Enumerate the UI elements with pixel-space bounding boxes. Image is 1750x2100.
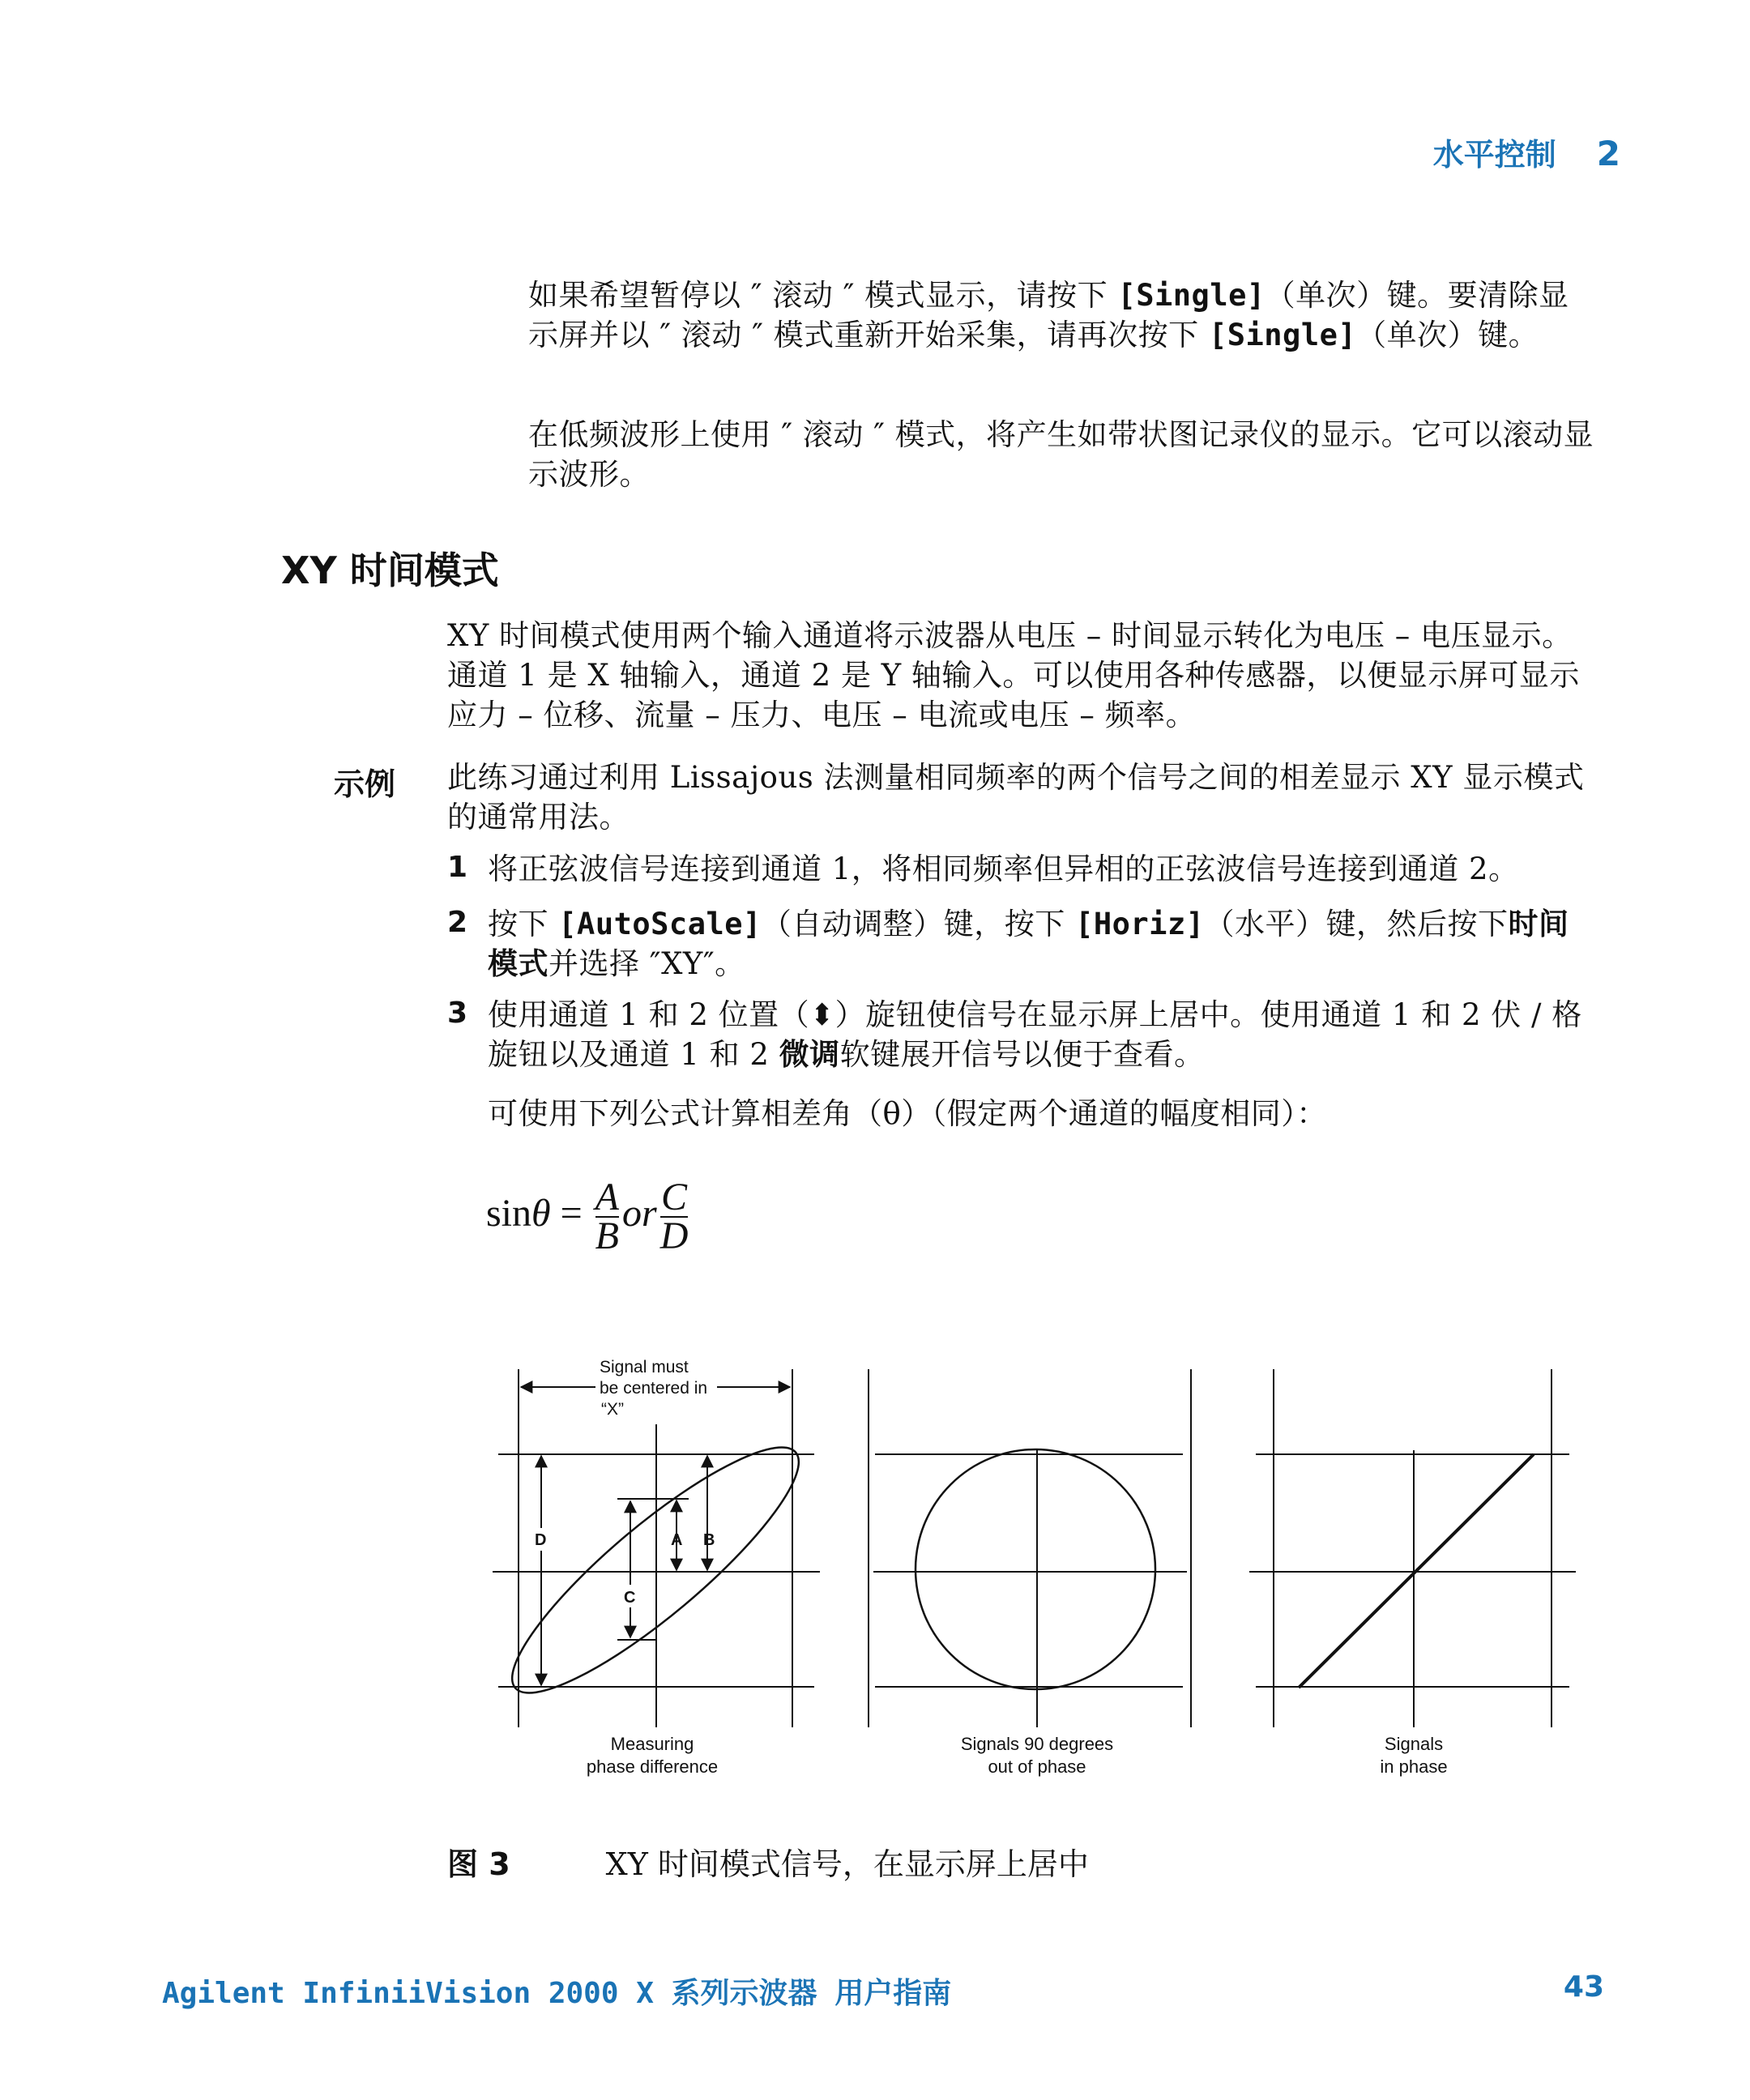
- time-mode-softkey: 时间模式: [488, 907, 1569, 981]
- step-number-2: 2: [447, 906, 468, 939]
- page-number: 43: [1563, 1970, 1604, 2004]
- caption-2-line-2: out of phase: [988, 1756, 1086, 1777]
- label-c: C: [624, 1589, 636, 1607]
- step-1-text: 将正弦波信号连接到通道 1，将相同频率但异相的正弦波信号连接到通道 2。: [488, 852, 1519, 886]
- label-a: A: [671, 1531, 683, 1549]
- chapter-number: 2: [1596, 134, 1620, 173]
- single-key: [Single]: [1117, 278, 1266, 313]
- caption-2-line-1: Signals 90 degrees: [960, 1734, 1114, 1754]
- example-intro: 此练习通过利用 Lissajous 法测量相同频率的两个信号之间的相差显示 XY 显示模式的通常用法。: [447, 760, 1585, 834]
- intro-paragraph-1: 如果希望暂停以 ″ 滚动 ″ 模式显示，请按下 [Single]（单次）键。要清除显示屏并以 ″ 滚动 ″ 模式重新开始采集，请再次按下 [Single]（单次）键。: [528, 278, 1569, 352]
- panel-in-phase: [1249, 1369, 1576, 1727]
- figure-caption: [447, 1839, 1089, 1884]
- step-2-text: 按下 [AutoScale]（自动调整）键，按下 [Horiz]（水平）键，然后按下时间模式并选择 ″XY″。: [488, 907, 1569, 981]
- caption-3-line-1: Signals: [1384, 1734, 1444, 1754]
- chapter-header: [1296, 130, 1620, 174]
- step-3-text: 使用通道 1 和 2 位置（⬍）旋钮使信号在显示屏上居中。使用通道 1 和 2 伏 / 格旋钮以及通道 1 和 2 微调软键展开信号以便于查看。: [488, 997, 1582, 1072]
- caption-1-line-2: phase difference: [586, 1756, 719, 1777]
- label-d: D: [535, 1531, 547, 1549]
- intro-paragraph-2: 在低频波形上使用 ″ 滚动 ″ 模式，将产生如带状图记录仪的显示。它可以滚动显示波形。: [528, 417, 1594, 492]
- single-key-2: [Single]: [1208, 318, 1357, 352]
- lissajous-circle: [916, 1449, 1155, 1689]
- figure-caption-text: XY 时间模式信号，在显示屏上居中: [605, 1846, 1089, 1882]
- footer-title: Agilent InfiniiVision 2000 X 系列示波器 用户指南: [162, 1977, 952, 2010]
- formula-intro: 可使用下列公式计算相差角（θ）（假定两个通道的幅度相同）：: [488, 1096, 1327, 1131]
- annotation-line-1: Signal must: [600, 1358, 689, 1377]
- example-label: 示例: [334, 766, 396, 802]
- autoscale-key: [AutoScale]: [558, 907, 762, 941]
- caption-1-line-1: Measuring: [610, 1734, 694, 1754]
- xy-mode-diagrams: [0, 1329, 1750, 1815]
- annotation-line-3: “X”: [601, 1400, 624, 1419]
- label-b: B: [703, 1531, 715, 1549]
- section-description: XY 时间模式使用两个输入通道将示波器从电压 – 时间显示转化为电压 – 电压显示。通道 1 是 X 轴输入，通道 2 是 Y 轴输入。可以使用各种传感器，以便显示屏可显示应力 – 位移、流量 – 压力、电压 – 电流或电压 – 频率。: [447, 618, 1580, 732]
- horiz-key: [Horiz]: [1075, 907, 1205, 941]
- phase-formula: sinθ = $\frac{A}{B}$ or $\frac{C}{D}$: [486, 1176, 689, 1257]
- panel-90-degrees: [869, 1369, 1191, 1727]
- step-number-1: 1: [447, 851, 468, 884]
- position-knob-icon: ⬍: [809, 997, 835, 1032]
- figure-label: 图 3: [447, 1846, 510, 1882]
- fine-softkey: 微调: [779, 1037, 840, 1072]
- caption-3-line-2: in phase: [1380, 1756, 1448, 1777]
- fraction-a-b: $\frac{A}{B}$: [595, 1176, 619, 1257]
- fraction-c-d: $\frac{C}{D}$: [659, 1176, 689, 1257]
- section-title: XY 时间模式: [281, 548, 499, 592]
- step-number-3: 3: [447, 997, 468, 1030]
- chapter-title: 水平控制: [1432, 137, 1556, 173]
- annotation-line-2: be centered in: [600, 1379, 708, 1398]
